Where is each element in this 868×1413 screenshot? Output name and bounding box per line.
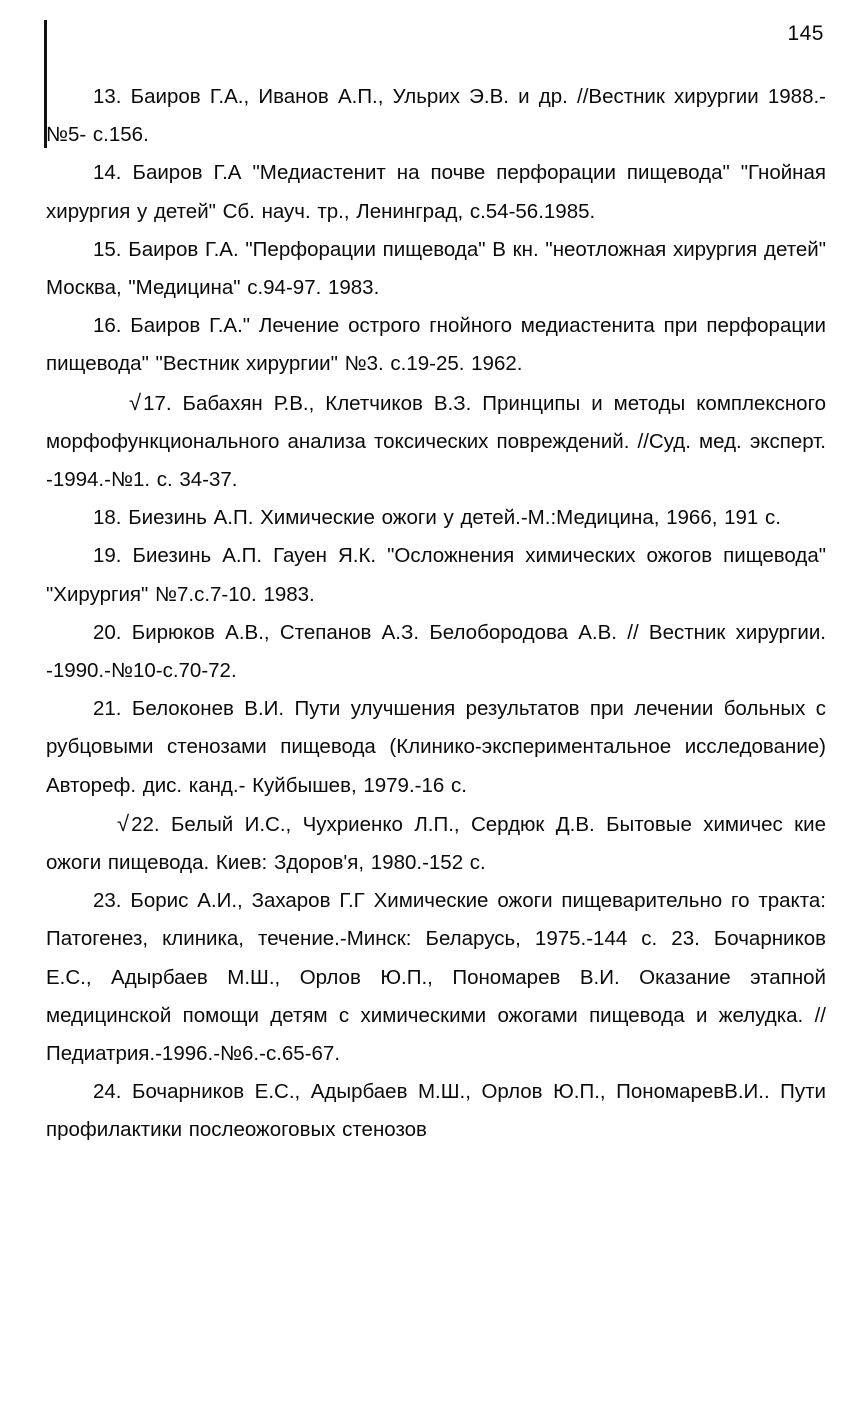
reference-text: 14. Баиров Г.А "Медиастенит на почве перфорации пищевода" "Гнойная хирургия у детей" Сб. науч. тр., Ленинград, с.54-56.1985. bbox=[46, 161, 826, 223]
reference-13 bbox=[46, 78, 826, 154]
reference-20 bbox=[46, 614, 826, 690]
reference-18 bbox=[46, 499, 826, 537]
reference-text: 19. Биезинь А.П. Гауен Я.К. "Осложнения химических ожогов пищевода" "Хирургия" №7.с.7-10. 1983. bbox=[46, 544, 826, 606]
reference-19 bbox=[46, 537, 826, 613]
reference-list bbox=[46, 78, 826, 1150]
reference-text: 24. Бочарников Е.С., Адырбаев М.Ш., Орлов Ю.П., ПономаревВ.И.. Пути профилактики послеожоговых стенозов bbox=[46, 1080, 826, 1142]
page-number: 145 bbox=[787, 22, 824, 45]
reference-text: 23. Борис А.И., Захаров Г.Г Химические ожоги пищеварительно го тракта: Патогенез, клиника, течение.-Минск: Беларусь, 1975.-144 с. 23. Бочарников Е.С., Адырбаев М.Ш., Орлов Ю.П., Пономарев В.И. Оказание этапной медицинской помощи детям с химическими ожогами пищевода и желудка. //Педиатрия.-1996.-№6.-с.65-67. bbox=[46, 889, 826, 1066]
check-mark-icon: √ bbox=[117, 810, 130, 836]
reference-22 bbox=[46, 805, 826, 882]
reference-14 bbox=[46, 154, 826, 230]
reference-text: 17. Бабахян Р.В., Клетчиков В.З. Принципы и методы комплексного морфофункционального анализа токсических повреждений. //Суд. мед. эксперт. -1994.-№1. с. 34-37. bbox=[46, 391, 826, 492]
reference-text: 18. Биезинь А.П. Химические ожоги у детей.-М.:Медицина, 1966, 191 с. bbox=[93, 506, 781, 530]
reference-16 bbox=[46, 307, 826, 383]
reference-23 bbox=[46, 882, 826, 1073]
check-mark-icon: √ bbox=[129, 389, 142, 415]
reference-17 bbox=[46, 384, 826, 500]
reference-text: 21. Белоконев В.И. Пути улучшения результатов при лечении больных с рубцовыми стенозами пищевода (Клинико-экспериментальное исследование) Автореф. дис. канд.- Куйбышев, 1979.-16 с. bbox=[46, 697, 826, 797]
reference-15 bbox=[46, 231, 826, 307]
reference-text: 20. Бирюков А.В., Степанов А.З. Белобородова А.В. // Вестник хирургии. -1990.-№10-с.70-72. bbox=[46, 620, 826, 683]
reference-text: 22. Белый И.С., Чухриенко Л.П., Сердюк Д.В. Бытовые химичес кие ожоги пищевода. Киев: Здоров'я, 1980.-152 с. bbox=[46, 812, 826, 875]
reference-21 bbox=[46, 690, 826, 805]
reference-text: 13. Баиров Г.А., Иванов А.П., Ульрих Э.В. и др. //Вестник хирургии 1988.- №5- с.156. bbox=[46, 85, 826, 147]
reference-text: 15. Баиров Г.А. "Перфорации пищевода" В кн. "неотложная хирургия детей" Москва, "Медицина" с.94-97. 1983. bbox=[46, 237, 826, 300]
reference-24 bbox=[46, 1073, 826, 1149]
reference-text: 16. Баиров Г.А." Лечение острого гнойного медиастенита при перфорации пищевода" "Вестник хирургии" №3. с.19-25. 1962. bbox=[46, 314, 826, 376]
